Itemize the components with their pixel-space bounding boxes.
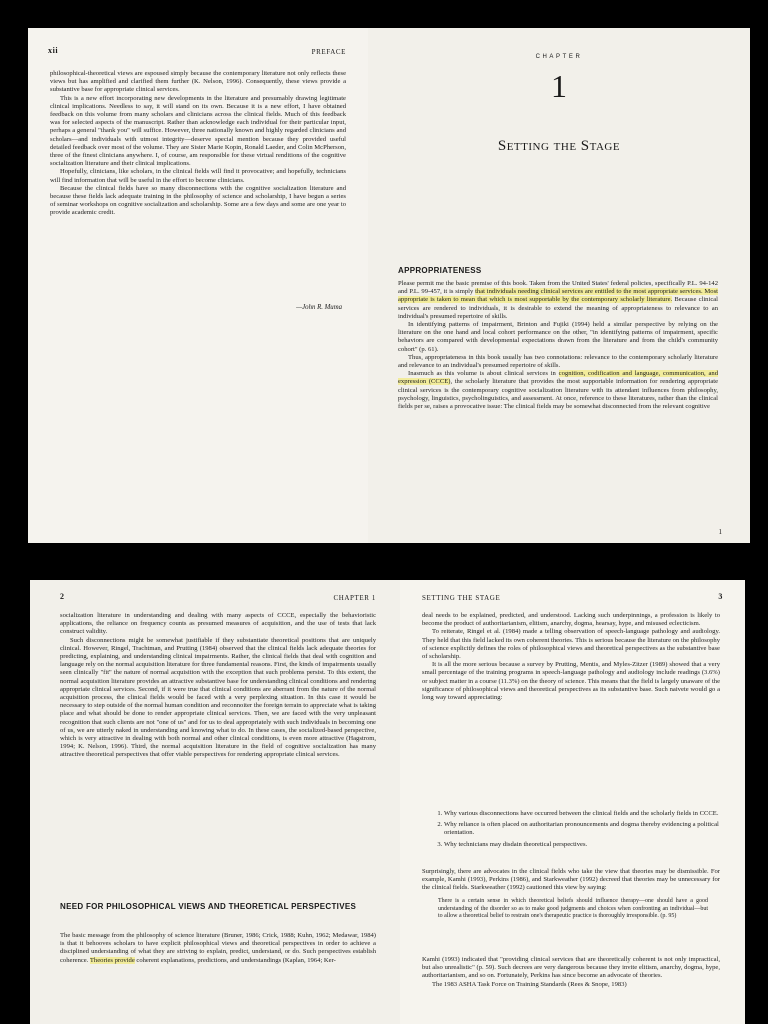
text-run: The basic message from the philosophy of science literature (Bruner, 1986; Crick, 1988; Kuhn, 1962; Medawar, 1984) is that it behooves scholars to have explicit philosophical views and theoretical perspectives in order to achieve a disciplined understanding of what they are striving to explain, predict, understand, or do. Such perspectives establish coherence. — [60, 932, 376, 964]
text-run: Inasmuch as this volume is about clinical services in — [408, 370, 559, 378]
running-head: SETTING THE STAGE — [422, 594, 501, 602]
paragraph: Hopefully, clinicians, like scholars, in the clinical fields will find it provocative; and hopefully, technicians will find information that will be useful in the effort to become clinicians. — [50, 168, 346, 184]
list-item: 2. Why reliance is often placed on authoritarian pronouncements and dogma thereby evidencing a political orientation. — [444, 821, 730, 837]
paragraph: Such disconnections might be somewhat justifiable if they substantiate theoretical positions that are uniquely clinical. However, Ringel, Trachtman, and Prutting (1984) observed that the clinical fields lack adequate theories for predicting, explaining, and understanding clinical impairments. Rather, the clinical fields that deal with cognition and language rely on the normal acquisition literature for three fundamental reasons. First, the kinds of impairments usually seen clinically "fit" the nature of normal acquisition with the exception that such problems persist. To this extent, the normal acquisition literature provides an attractive substantive base for understanding clinical conditions and rendering appropriate clinical services. Second, if it were true that clinical conditions are aberrant from the nature of the normal acquisition process, the clinical fields would be faced with a very perplexing situation. In this case it would be necessary to step outside of the normal human condition and reconnoiter the foreign terrain to appreciate what is taking place and what should be done to render appropriate clinical services. Then, we are faced with the very unpleasant recognition that such clients are not "one of us" and for us to deal appropriately with such individuals in becoming one of us, we are utterly naked in understanding and knowing what to do. In these cases, the socialized-based perspective, which is very attractive in dealing with both normal and other clinical conditions, is even more attractive (Hagstrom, 1994; K. Nelson, 1996). Third, the normal acquisition literature in the field of cognitive socialization has many attractive theoretical perspectives that offer viable perspectives for rendering appropriate clinical services. — [60, 636, 376, 759]
highlighted-text: cognition, codification and language, communication, and expression (CCCE) — [398, 370, 718, 386]
page-xii — [28, 28, 368, 543]
page-3 — [400, 580, 745, 1024]
chapter-number: 1 — [551, 68, 567, 104]
chapter-title: Setting the Stage — [497, 138, 621, 154]
paragraph: Surprisingly, there are advocates in the clinical fields who take the view that theories may be dismissible. For example, Kamhi (1993), Perkins (1986), and Starkweather (1992) decreed that theories may be unnecessary for the clinical fields. Starkweather (1992) cautioned this view by saying: — [422, 868, 720, 892]
chapter-body — [398, 280, 718, 411]
paragraph: This is a new effort incorporating new developments in the literature and presumably drawing legitimate clinical implications. Needless to say, it will stand on its own. Because it is a new effort, I have obtained feedback on this volume from many scholars and clinicians across the clinical fields. Much of this feedback was for selected aspects of the manuscript. Rather than acknowledge each individual for their particular input, perhaps a general "thank you" will suffice. However, three nationally known and highly regarded clinicians and scholars—and individuals with utmost integrity—deserve special mention because they provided useful detailed feedback over most of the volume. They are Sister Marie Kopin, Ronald Laeder, and Colin McPherson, three of the finest clinicians anywhere. I, of course, am responsible for these virtual renditions of the cognitive socialization literature and their clinical implications. — [50, 94, 346, 168]
text-run: Please permit me the basic premise of this book. Taken from the United States' federal policies, specifically P.L. 94-142 and P.L. 99-457, it is simply — [398, 280, 718, 296]
paragraph: socialization literature in understanding and dealing with many aspects of CCCE, especially the behavioristic applications, the reliance on frequency counts as presumed measures of acquisition, and the use of tests that lack construct validity. — [60, 612, 376, 636]
page-folio: 3 — [718, 592, 723, 601]
highlighted-text: that individuals needing clinical services are entitled to the most appropriate services. Most appropriate is taken to mean that which is most supportable by the contemporary scholarly literature. — [398, 288, 718, 304]
paragraph: deal needs to be explained, predicted, and understood. Lacking such underpinnings, a profession is likely to become the product of authoritarianism, elitism, anarchy, dogma, hearsay, hype, and misused eclecticism. — [422, 612, 720, 628]
paragraph — [398, 370, 718, 411]
text-run: , the scholarly literature that provides the most supportable information for rendering appropriate clinical services is the contemporary cognitive socialization literature with its attendant influences from philosophy, psychology, linguistics, psycholinguistics, and assessment. At once, reference to these literatures, rather than the clinical fields per se, raises a provocative issue: The clinical fields may be somewhat disconnected from the relevant cognitive — [398, 378, 719, 411]
paragraph: Kamhi (1993) indicated that "providing clinical services that are theoretically coherent is not only impractical, but also unrealistic" (p. 59). Such decrees are very dangerous because they invite elitism, anarchy, dogma, hype, authoritarianism, and so on. Fortunately, Perkins has since become an advocate of theories. — [422, 956, 720, 980]
running-head: CHAPTER 1 — [333, 594, 376, 602]
text-run: coherent explanations, predictions, and understandings (Kaplan, 1964; Ker- — [134, 956, 336, 964]
author-signature: —John R. Muma — [296, 304, 342, 311]
highlighted-text: Theories provide — [89, 956, 135, 964]
page-folio: 2 — [60, 592, 65, 601]
section-heading: NEED FOR PHILOSOPHICAL VIEWS AND THEORETICAL PERSPECTIVES — [60, 902, 357, 911]
paragraph: The 1983 ASHA Task Force on Training Standards (Rees & Snope, 1983) — [432, 980, 627, 988]
paragraph: It is all the more serious because a survey by Prutting, Mentis, and Myles-Zitzer (1989) showed that a very small percentage of the training programs in speech-language pathology and audiology include readings (3.6%) or subject matter in a course (11.3%) on the theory of science. This means that the field is largely unaware of the significance of philosophical views and theoretical perspectives as its substantive base. Such naivete would go a long way toward appreciating: — [422, 661, 720, 702]
page-folio: xii — [48, 46, 59, 55]
reasons-list — [430, 810, 730, 852]
section-body — [60, 932, 376, 965]
section-heading: APPROPRIATENESS — [398, 266, 482, 275]
chapter-body — [60, 612, 376, 760]
text-run: Because clinical services are rendered to individuals, it is desirable to extend the meaning of appropriateness to relevance to an individual's presumed repertoire of skills. — [398, 296, 718, 320]
preface-body — [50, 70, 346, 218]
chapter-body — [422, 612, 720, 702]
paragraph — [60, 932, 376, 965]
list-item: 3. Why technicians may disdain theoretical perspectives. — [444, 841, 730, 849]
chapter-label: CHAPTER — [535, 54, 583, 60]
paragraph: Thus, appropriateness in this book usually has two connotations: relevance to the contemporary scholarly literature and relevance to an individual's presumed repertoire of skills. — [398, 353, 718, 370]
paragraph: In identifying patterns of impairment, Brinton and Fujiki (1994) held a similar perspective by relying on the literature on the one hand and local cohort performance on the other, "in identifying patterns of impairment, specific behaviors are compared with developmental expectations drawn from the literature and from the child's community cohort" (p. 61). — [398, 321, 718, 353]
paragraph-block — [422, 956, 720, 989]
paragraph — [398, 280, 718, 321]
running-head: PREFACE — [311, 48, 346, 56]
paragraph: Because the clinical fields have so many disconnections with the cognitive socialization literature and because these fields lack adequate training in the philosophy of science and scholarship, I have begun a series of seminar workshops on cognitive socialization and scholarship. Some are a few days and some are one year to provide academic credit. — [50, 184, 346, 217]
page-footer-number: 1 — [718, 528, 722, 536]
page-2 — [30, 580, 400, 1024]
paragraph: philosophical-theoretical views are espoused simply because the contemporary literature not only reflects these views but has amplified and clarified them further (K. Nelson, 1996). Consequently, these views provide a substantive base for appropriate clinical services. — [50, 70, 346, 94]
paragraph-block — [422, 868, 720, 893]
block-quote: There is a certain sense in which theoretical beliefs should influence therapy—one should have a good understanding of the disorder so as to make good judgments and choices when confronting an individual—but to allow a theoretical belief to restrain one's therapeutic practice is thoroughly irresponsible. (p. 95) — [438, 898, 708, 920]
page-1 — [368, 28, 750, 543]
paragraph: To reiterate, Ringel et al. (1984) made a telling observation of speech-language pathology and audiology. They held that this field lacked its own coherent theories. This is serious because the literature on the philosophy of science explicitly defines the roles of philosophical views and theoretical perspectives as the substantive base of scholarship. — [422, 628, 720, 661]
list-item: 1. Why various disconnections have occurred between the clinical fields and the scholarly fields in CCCE. — [444, 810, 730, 818]
